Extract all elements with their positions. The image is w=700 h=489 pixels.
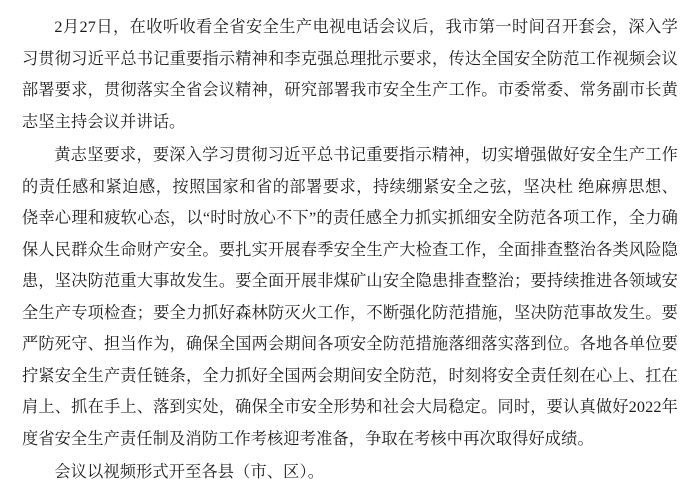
document-body xyxy=(22,12,678,489)
paragraph: 黄志坚要求，要深入学习贯彻习近平总书记重要指示精神，切实增强做好安全生产工作的责任感和紧迫感，按照国家和省的部署要求，持续绷紧安全之弦，坚决杜 绝麻痹思想、侥幸心理和疲软心态，以“时时放心不下”的责任感全力抓实抓细安全防范各项工作，全力确保人民群众生命财产安全。要扎实开展春季安全生产大检查工作，全面排查整治各类风险隐患，坚决防范重大事故发生。要全面开展非煤矿山安全隐患排查整治；要持续推进各领域安全生产专项检查；要全力抓好森林防灭火工作，不断强化防范措施，坚决防范事故发生。要严防死守、担当作为，确保全国两会期间各项安全防范措施落细落实落到位。各地各单位要拧紧安全生产责任链条，全力抓好全国两会期间安全防范，时刻将安全责任刻在心上、扛在肩上、抓在手上、落到实处，确保全市安全形势和社会大局稳定。同时，要认真做好2022年度省安全生产责任制及消防工作考核迎考准备，争取在考核中再次取得好成绩。 xyxy=(22,146,678,448)
paragraph: 2月27日，在收听收看全省安全生产电视电话会议后，我市第一时间召开套会，深入学习贯彻习近平总书记重要指示精神和李克强总理批示要求，传达全国安全防范工作视频会议部署要求，贯彻落实全省会议精神，研究部署我市安全生产工作。市委常委、常务副市长黄志坚主持会议并讲话。 xyxy=(22,18,678,131)
paragraph: 会议以视频形式开至各县（市、区）。 xyxy=(54,463,325,481)
